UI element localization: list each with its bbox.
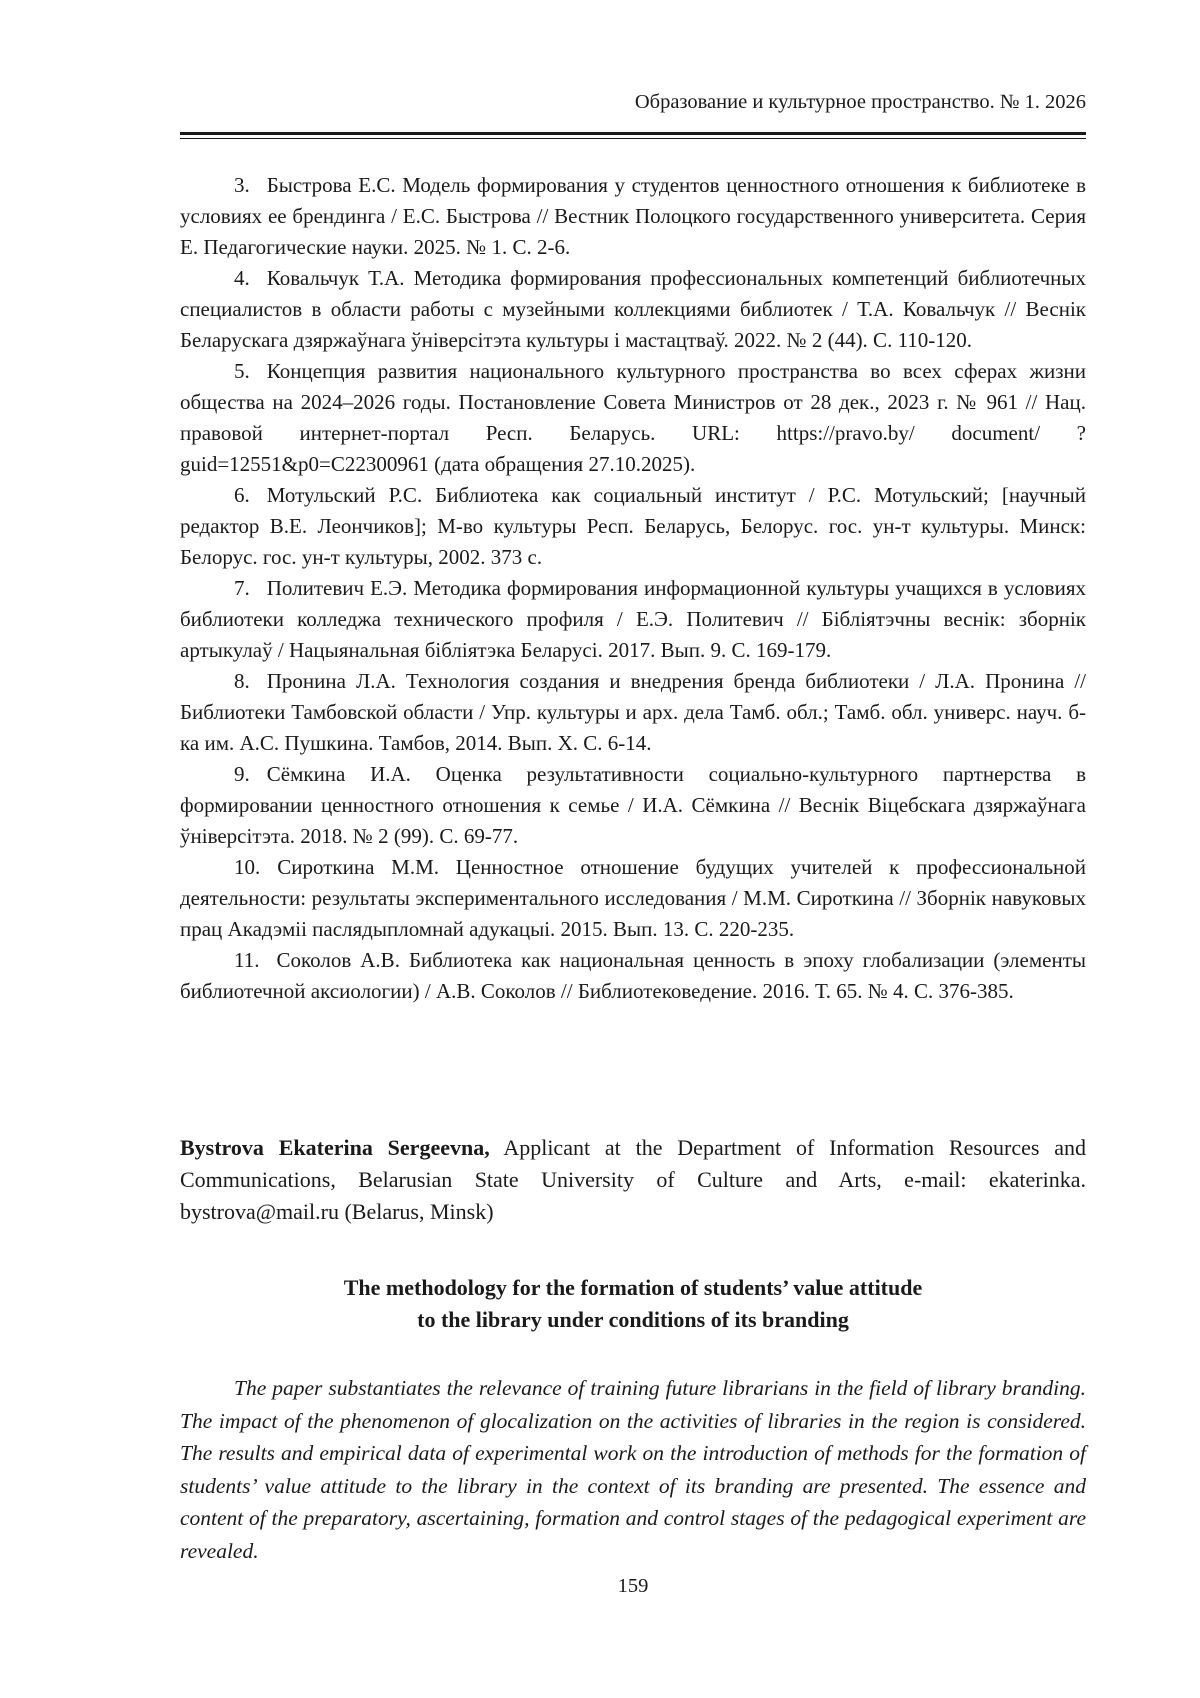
reference-item bbox=[180, 480, 1086, 573]
author-affiliation: Applicant at the Department of Information Resources and Communications, Belarusian State University of Culture and Arts, e-mail: ekaterinka. bystrova@mail.ru (Belarus, Minsk) bbox=[180, 1135, 1086, 1224]
article-title-line: The methodology for the formation of students’ value attitude bbox=[343, 1275, 923, 1300]
header-rule-thick bbox=[180, 132, 1086, 135]
running-head: Образование и культурное пространство. № 1. 2026 bbox=[634, 91, 1086, 113]
reference-text: Политевич Е.Э. Методика формирования информационной культуры учащихся в условиях библиотеки колледжа технического профиля / Е.Э. Политевич // Бібліятэчны веснік: зборнік артыкулаў / Нацыянальная бібліятэка Беларусі. 2017. Вып. 9. С. 169-179. bbox=[180, 576, 1086, 662]
reference-number: 5. bbox=[234, 359, 250, 383]
reference-text: Мотульский Р.С. Библиотека как социальный институт / Р.С. Мотульский; [научный редактор В.Е. Леончиков]; М-во культуры Респ. Беларусь, Белорус. гос. ун-т культуры. Минск: Белорус. гос. ун-т культуры, 2002. 373 с. bbox=[180, 483, 1086, 569]
reference-number: 11. bbox=[234, 948, 260, 972]
reference-item bbox=[180, 759, 1086, 852]
article-title bbox=[180, 1272, 1086, 1336]
reference-number: 4. bbox=[234, 266, 250, 290]
page-number: 159 bbox=[617, 1575, 649, 1597]
reference-item bbox=[180, 573, 1086, 666]
reference-text: Быстрова Е.С. Модель формирования у студентов ценностного отношения к библиотеке в условиях ее брендинга / Е.С. Быстрова // Вестник Полоцкого государственного университета. Серия Е. Педагогические науки. 2025. № 1. С. 2-6. bbox=[180, 173, 1086, 259]
reference-text: Соколов А.В. Библиотека как национальная ценность в эпоху глобализации (элементы библиотечной аксиологии) / А.В. Соколов // Библиотековедение. 2016. Т. 65. № 4. С. 376-385. bbox=[180, 948, 1086, 1003]
reference-number: 3. bbox=[234, 173, 250, 197]
reference-item bbox=[180, 666, 1086, 759]
reference-text: Сироткина М.М. Ценностное отношение будущих учителей к профессиональной деятельности: результаты экспериментального исследования / М.М. Сироткина // Зборнік навуковых прац Акадэміі паслядыпломнай адукацыі. 2015. Вып. 13. С. 220-235. bbox=[180, 855, 1086, 941]
author-name: Bystrova Ekaterina Sergeevna, bbox=[180, 1135, 490, 1160]
reference-number: 9. bbox=[234, 762, 250, 786]
header-rule-thin bbox=[180, 138, 1086, 139]
reference-number: 6. bbox=[234, 483, 250, 507]
reference-number: 7. bbox=[234, 576, 250, 600]
reference-item bbox=[180, 170, 1086, 263]
reference-item bbox=[180, 356, 1086, 480]
reference-number: 8. bbox=[234, 669, 250, 693]
reference-text: Концепция развития национального культурного пространства во всех сферах жизни общества на 2024–2026 годы. Постановление Совета Министров от 28 дек., 2023 г. № 961 // Нац. правовой интернет-портал Респ. Беларусь. URL: https://pravo.by/ document/ ?guid=12551&p0=C22300961 (дата обращения 27.10.2025). bbox=[180, 359, 1086, 476]
reference-list bbox=[180, 170, 1086, 1007]
article-title-line: to the library under conditions of its branding bbox=[417, 1307, 849, 1332]
reference-text: Ковальчук Т.А. Методика формирования профессиональных компетенций библиотечных специалистов в области работы с музейными коллекциями библиотек / Т.А. Ковальчук // Веснік Беларускага дзяржаўнага ўніверсітэта культуры і мастацтваў. 2022. № 2 (44). С. 110-120. bbox=[180, 266, 1086, 352]
reference-item bbox=[180, 945, 1086, 1007]
author-info bbox=[180, 1132, 1086, 1228]
reference-number: 10. bbox=[234, 855, 261, 879]
reference-text: Сёмкина И.А. Оценка результативности социально-культурного партнерства в формировании ценностного отношения к семье / И.А. Сёмкина // Веснік Віцебскага дзяржаўнага ўніверсітэта. 2018. № 2 (99). С. 69-77. bbox=[180, 762, 1086, 848]
reference-item bbox=[180, 263, 1086, 356]
reference-text: Пронина Л.А. Технология создания и внедрения бренда библиотеки / Л.А. Пронина // Библиотеки Тамбовской области / Упр. культуры и арх. дела Тамб. обл.; Тамб. обл. универс. науч. б-ка им. А.С. Пушкина. Тамбов, 2014. Вып. X. С. 6-14. bbox=[180, 669, 1086, 755]
abstract: The paper substantiates the relevance of training future librarians in the field of library branding. The impact of the phenomenon of glocalization on the activities of libraries in the region is considered. The results and empirical data of experimental work on the introduction of methods for the formation of students’ value attitude to the library in the context of its branding are presented. The essence and content of the preparatory, ascertaining, formation and control stages of the pedagogical experiment are revealed. bbox=[180, 1376, 1086, 1563]
reference-item bbox=[180, 852, 1086, 945]
